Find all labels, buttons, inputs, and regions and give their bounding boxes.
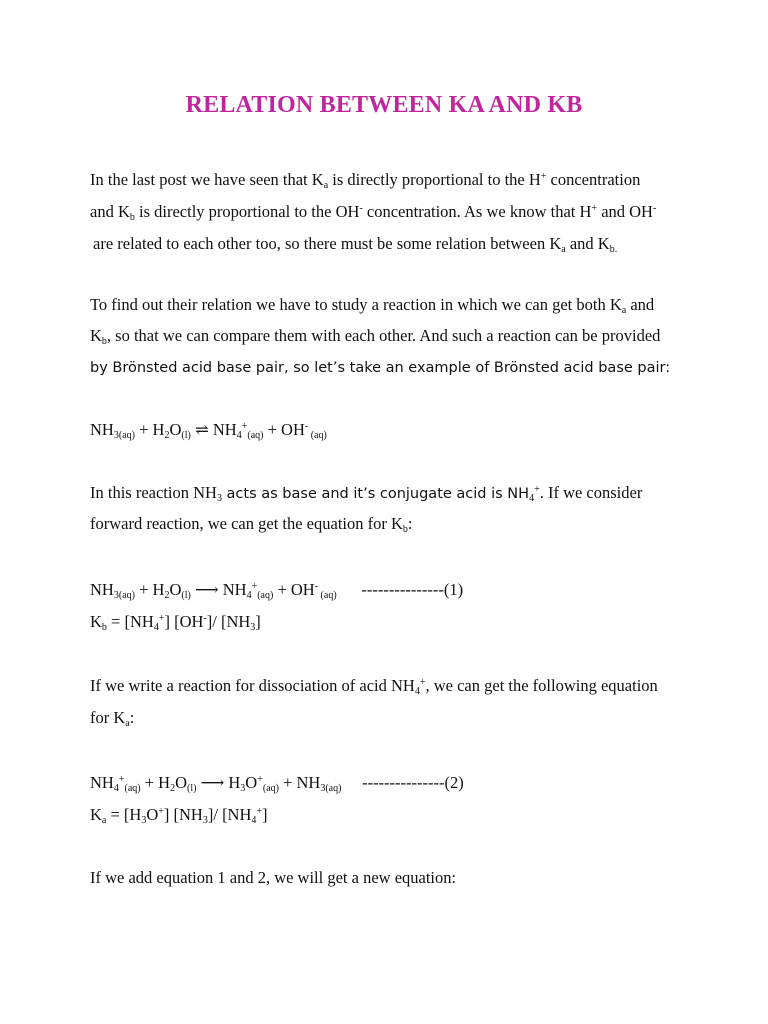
- paragraph-1-line-1: In the last post we have seen that $K_a$ is directly proportional to the H+ concentration: [90, 170, 641, 191]
- paragraph-4-line-1: If we write a reaction for dissociation of acid $NH_4^+$, we can get the following equation: [90, 676, 658, 697]
- paragraph-4-line-2: for $K_a$:: [90, 708, 135, 729]
- page-title: RELATION BETWEEN KA AND KB: [185, 92, 583, 118]
- paragraph-3-line-2: forward reaction, we can get the equation for $K_b$:: [90, 514, 413, 535]
- equilibrium-equation: $NH_{3(aq)} + H_2O_{(l)}$ ⇌ $NH_4^+_{(aq)} + OH^-$ $_{(aq)}$: [90, 420, 327, 441]
- paragraph-2-line-3: by Brönsted acid base pair, so let’s take an example of Brönsted acid base pair:: [90, 360, 671, 376]
- paragraph-3-line-1: In this reaction $NH_3$ acts as base and it’s conjugate acid is $NH_4^+$. If we consider: [90, 483, 643, 504]
- paragraph-5: If we add equation 1 and 2, we will get a new equation:: [90, 868, 457, 887]
- kb-expression: $K_b = [NH_4^+]$ [OH-]/ $[NH_3]$: [90, 612, 261, 633]
- ka-expression: $K_a = [H_3O^+]$ $[NH_3]/$ $[NH_4^+]$: [90, 805, 268, 826]
- paragraph-2-line-1: To find out their relation we have to study a reaction in which we can get both $K_a$ and: [90, 295, 655, 316]
- paragraph-2-line-2: $K_b$, so that we can compare them with each other. And such a reaction can be provided: [90, 326, 661, 347]
- paragraph-1-line-3: are related to each other too, so there must be some relation between $K_a$ and $K_{b.}$: [93, 234, 618, 255]
- paragraph-1-line-2: and $K_b$ is directly proportional to the OH- concentration. As we know that H+ and OH-: [90, 202, 657, 223]
- equation-1: $NH_{3(aq)} + H_2O_{(l)}$ ⟶ $NH_4^+_{(aq)} + OH^-$ $_{(aq)}$ ---------------(1): [90, 580, 464, 601]
- equation-2: $NH_4^+_{(aq)} + H_2O_{(l)}$ ⟶ $H_3O^+_{(aq)} + NH_{3(aq)}$ ---------------(2): [90, 773, 464, 794]
